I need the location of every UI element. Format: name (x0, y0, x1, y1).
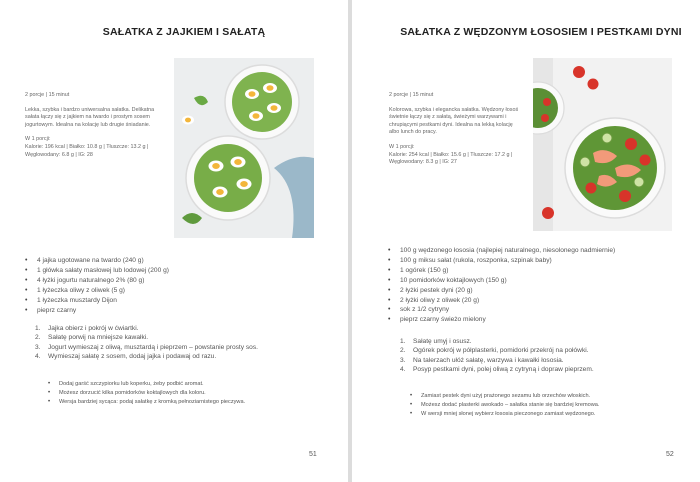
list-item: • 1 ogórek (150 g) (388, 266, 688, 276)
list-item: • 1 główka sałaty masłowej lub lodowej (200 g) (25, 266, 325, 276)
list-item: • 2 łyżki pestek dyni (20 g) (388, 286, 688, 296)
recipe-title: SAŁATKA Z JAJKIEM I SAŁATĄ (102, 26, 266, 38)
step-item: 2. Sałatę porwij na mniejsze kawałki. (35, 334, 149, 342)
step-item: 2. Ogórek pokrój w półplasterki, pomidorki przekrój na połówki. (400, 347, 589, 355)
tip-item: • Wersja bardziej sycąca: podaj sałatkę z kromką pełnoziarnistego pieczywa. (48, 398, 338, 407)
page-number: 52 (666, 451, 674, 458)
list-item: • sok z 1/2 cytryny (388, 305, 688, 315)
nutrition-info: Kalorie: 196 kcal | Białko: 10.8 g | Tłuszcze: 13.2 g | Węglowodany: 6.8 g | IG: 28 (25, 143, 149, 158)
steps-list (400, 337, 690, 375)
step-item: 3. Jogurt wymieszaj z oliwą, musztardą i pieprzem – powstanie prosty sos. (35, 343, 258, 351)
list-item: • 10 pomidorków koktajlowych (150 g) (388, 276, 688, 286)
step-item: 4. Posyp pestkami dyni, polej oliwą z cytryną i dopraw pieprzem. (400, 366, 594, 374)
list-item: • 1 łyżeczka musztardy Dijon (25, 296, 325, 306)
step-item: 3. Na talerzach ułóż sałatę, warzywa i kawałki łososia. (400, 356, 564, 364)
recipe-title: SAŁATKA Z WĘDZONYM ŁOSOSIEM I PESTKAMI DYNI (400, 26, 682, 38)
recipe-intro (25, 92, 165, 159)
tip-item: • Zamiast pestek dyni użyj prażonego sezamu lub orzechów włoskich. (410, 392, 690, 401)
salad-egg-photo (174, 58, 314, 238)
salad-salmon-photo (533, 58, 672, 231)
list-item: • pieprz czarny świeżo mielony (388, 315, 688, 325)
tips-list (48, 380, 338, 407)
steps-list (35, 324, 335, 362)
recipe-meta: 2 porcje | 15 minut (389, 92, 434, 98)
list-item: • 2 łyżki oliwy z oliwek (20 g) (388, 296, 688, 306)
recipe-intro (389, 92, 524, 167)
recipe-description: Kolorowa, szybka i elegancka sałatka. Wędzony łosoś świetnie łączy się z sałatą, świeżymi warzywami i chrupiącymi pestkami dyni. Idealna na lekką kolację albo lunch do pracy. (389, 106, 519, 136)
ingredients-list (388, 246, 688, 325)
ingredients-list (25, 256, 325, 315)
recipe-description: Lekka, szybka i bardzo uniwersalna sałatka. Delikatna sałata łączy się z jajkiem na twardo i prostym sosem jogurtowym. Idealna na kolację lub drugie śniadanie. (25, 106, 155, 128)
recipe-page-right (352, 0, 700, 482)
recipe-meta: 2 porcje | 15 minut (25, 92, 70, 98)
step-item: 4. Wymieszaj sałatę z sosem, dodaj jajka i podawaj od razu. (35, 353, 217, 361)
list-item: • 1 łyżeczka oliwy z oliwek (5 g) (25, 286, 325, 296)
nutrition-heading: W 1 porcji: (389, 143, 415, 150)
recipe-page-left (0, 0, 348, 482)
list-item: • 4 jajka ugotowane na twardo (240 g) (25, 256, 325, 266)
list-item: • 100 g miksu sałat (rukola, roszponka, szpinak baby) (388, 256, 688, 266)
tip-item: • Dodaj garść szczypiorku lub koperku, żeby podbić aromat. (48, 380, 338, 389)
tip-item: • Możesz dorzucić kilka pomidorków koktajlowych dla koloru. (48, 389, 338, 398)
nutrition-info: Kalorie: 254 kcal | Białko: 15.6 g | Tłuszcze: 17.2 g | Węglowodany: 8.3 g | IG: 27 (389, 151, 513, 166)
list-item: • pieprz czarny (25, 306, 325, 316)
step-item: 1. Jajka obierz i pokrój w ćwiartki. (35, 325, 139, 332)
nutrition-heading: W 1 porcji: (25, 136, 51, 143)
tips-list (410, 392, 690, 419)
list-item: • 100 g wędzonego łososia (najlepiej naturalnego, niesolonego nadmiernie) (388, 246, 688, 256)
list-item: • 4 łyżki jogurtu naturalnego 2% (80 g) (25, 276, 325, 286)
tip-item: • W wersji mniej słonej wybierz łososia pieczonego zamiast wędzonego. (410, 410, 690, 419)
step-item: 1. Sałatę umyj i osusz. (400, 338, 472, 345)
page-number: 51 (309, 451, 317, 458)
tip-item: • Możesz dodać plasterki awokado – sałatka stanie się bardziej kremowa. (410, 401, 690, 410)
